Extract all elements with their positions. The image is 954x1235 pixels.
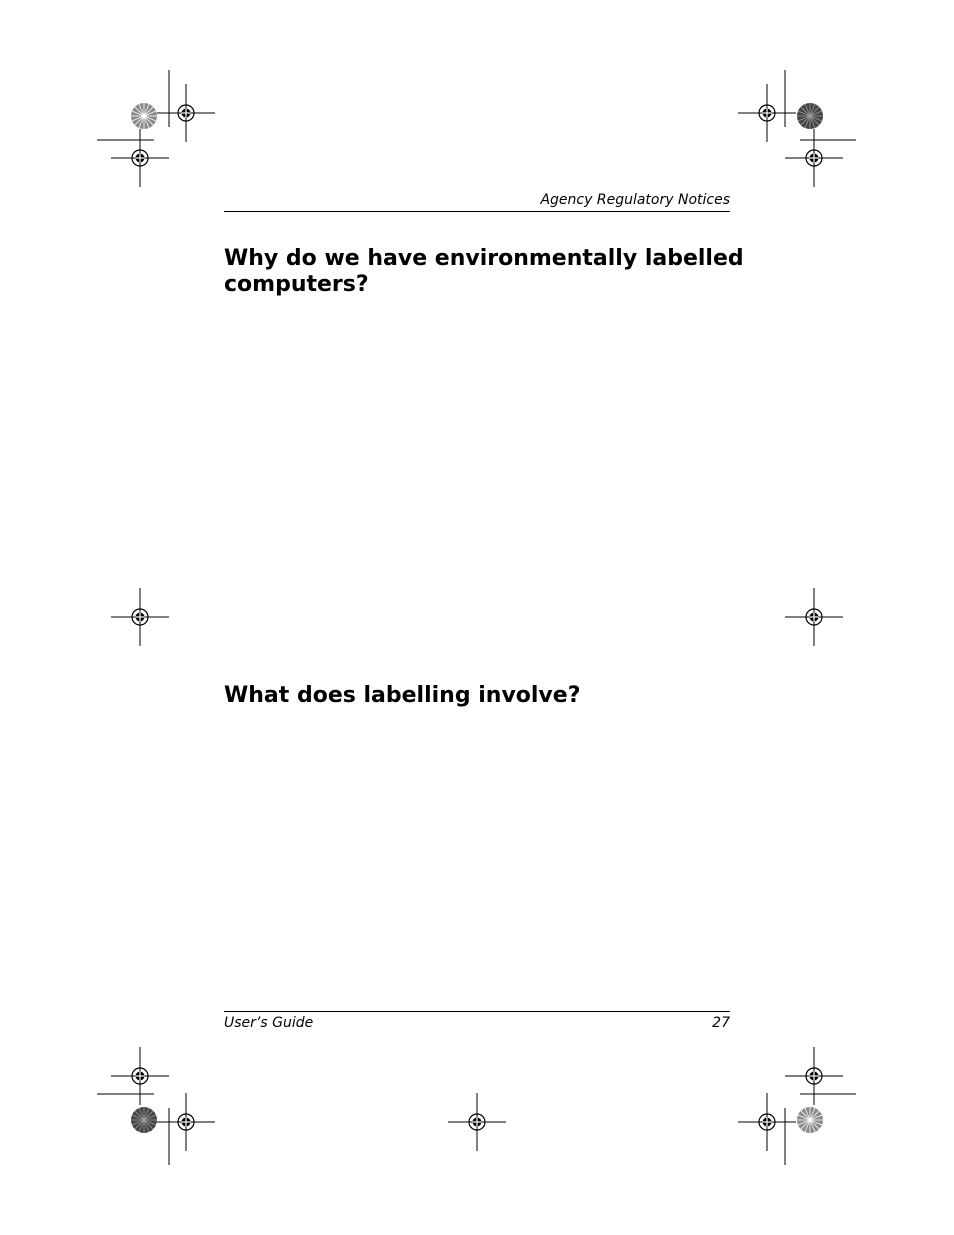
footer-guide-title: User’s Guide: [224, 1015, 314, 1031]
footer-divider: [224, 1011, 730, 1012]
header-divider: [224, 211, 730, 212]
page-number: 27: [712, 1015, 730, 1031]
section-heading-labelling-involve: What does labelling involve?: [224, 683, 581, 708]
running-header: Agency Regulatory Notices: [540, 192, 730, 208]
section-heading-environmental-labels: Why do we have environmentally labelled computers?: [224, 246, 744, 297]
